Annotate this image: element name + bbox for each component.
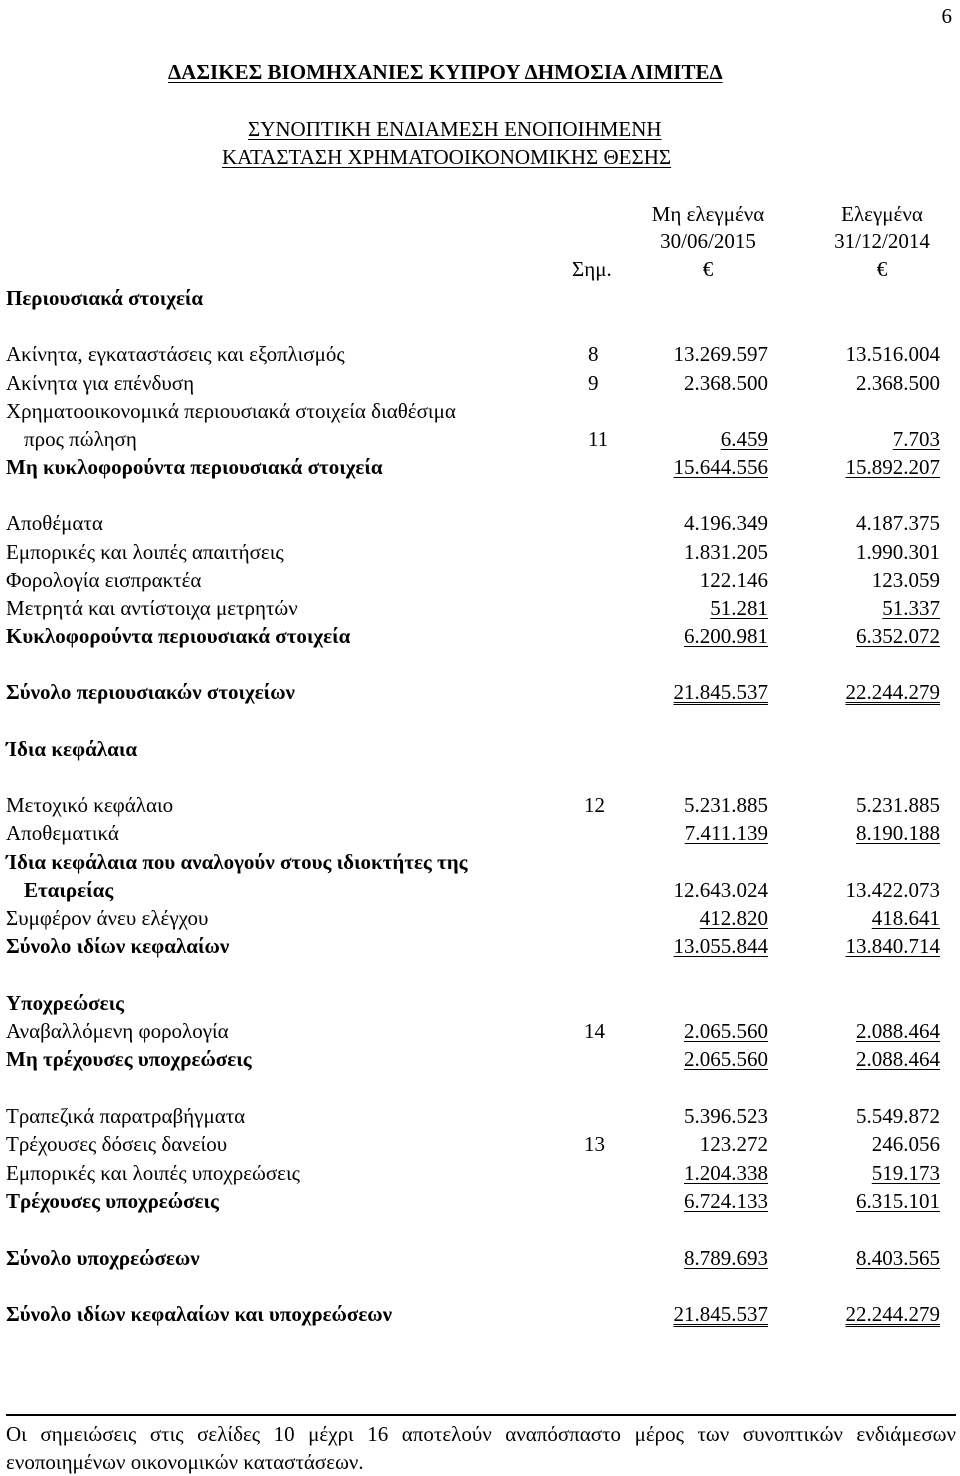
col2-currency: € (876, 257, 888, 281)
row-value-2015: 2.065.560 (684, 1047, 768, 1071)
row-label: Εμπορικές και λοιπές απαιτήσεις (6, 540, 284, 564)
row-label: Συμφέρον άνευ ελέγχου (6, 906, 209, 930)
row-value-2014: 246.056 (871, 1132, 940, 1156)
row-value-2015: 6.724.133 (684, 1189, 768, 1213)
statement-title-line2: ΚΑΤΑΣΤΑΣΗ ΧΡΗΜΑΤΟΟΙΚΟΝΟΜΙΚΗΣ ΘΕΣΗΣ (222, 145, 672, 169)
row-value-2015: 15.644.556 (673, 455, 768, 479)
col1-currency: € (702, 257, 714, 281)
section-equity: Ίδια κεφάλαια (6, 737, 138, 761)
row-value-2015: 4.196.349 (684, 511, 768, 535)
row-label: Κυκλοφορούντα περιουσιακά στοιχεία (6, 624, 351, 648)
row-value-2015: 5.231.885 (684, 793, 768, 817)
col1-date: 30/06/2015 (660, 229, 756, 253)
section-assets: Περιουσιακά στοιχεία (6, 286, 204, 310)
row-note: 12 (584, 793, 605, 817)
row-label: Αναβαλλόμενη φορολογία (6, 1019, 229, 1043)
row-value-2014: 22.244.279 (845, 680, 940, 704)
statement-title-line1: ΣΥΝΟΠΤΙΚΗ ΕΝΔΙΑΜΕΣΗ ΕΝΟΠΟΙΗΜΕΝΗ (248, 117, 662, 141)
row-value-2014: 5.231.885 (856, 793, 940, 817)
row-label: Σύνολο ιδίων κεφαλαίων (6, 934, 230, 958)
row-label: Αποθέματα (6, 511, 103, 535)
row-label: Τρέχουσες υποχρεώσεις (6, 1189, 219, 1213)
row-label: Τρέχουσες δόσεις δανείου (6, 1132, 228, 1156)
col2-date: 31/12/2014 (834, 229, 930, 253)
row-value-2014: 4.187.375 (856, 511, 940, 535)
row-value-2014: 2.088.464 (856, 1047, 940, 1071)
row-value-2014: 8.190.188 (856, 821, 940, 845)
row-value-2015: 21.845.537 (673, 680, 768, 704)
row-label: Σύνολο ιδίων κεφαλαίων και υποχρεώσεων (6, 1302, 393, 1326)
row-value-2014: 5.549.872 (856, 1104, 940, 1128)
row-value-2014: 51.337 (882, 596, 940, 620)
row-value-2014: 22.244.279 (845, 1302, 940, 1326)
row-value-2015: 51.281 (710, 596, 768, 620)
row-value-2015: 1.204.338 (684, 1161, 768, 1185)
section-liabilities: Υποχρεώσεις (6, 991, 124, 1015)
row-label: Μετοχικό κεφάλαιο (6, 793, 174, 817)
row-label: Μη κυκλοφορούντα περιουσιακά στοιχεία (6, 455, 383, 479)
row-value-2014: 7.703 (892, 427, 940, 451)
row-note: 8 (588, 342, 599, 366)
row-value-2014: 15.892.207 (845, 455, 940, 479)
row-value-2014: 13.422.073 (845, 878, 940, 902)
row-value-2015: 8.789.693 (684, 1246, 768, 1270)
row-label: Ακίνητα για επένδυση (6, 371, 195, 395)
row-value-2014: 418.641 (871, 906, 940, 930)
row-value-2015: 13.269.597 (673, 342, 768, 366)
col1-status: Μη ελεγμένα (651, 202, 765, 226)
row-label: Μετρητά και αντίστοιχα μετρητών (6, 596, 298, 620)
row-value-2014: 6.315.101 (856, 1189, 940, 1213)
row-value-2014: 8.403.565 (856, 1246, 940, 1270)
row-value-2014: 2.088.464 (856, 1019, 940, 1043)
row-value-2015: 2.368.500 (684, 371, 768, 395)
row-label: Ακίνητα, εγκαταστάσεις και εξοπλισμός (6, 342, 345, 366)
row-value-2014: 123.059 (871, 568, 940, 592)
row-label: Εταιρείας (24, 878, 114, 902)
row-label: Σύνολο υποχρεώσεων (6, 1246, 200, 1270)
row-value-2014: 13.516.004 (845, 342, 940, 366)
note-header: Σημ. (572, 257, 612, 281)
row-note: 11 (588, 427, 609, 451)
row-value-2015: 123.272 (699, 1132, 768, 1156)
row-label: Εμπορικές και λοιπές υποχρεώσεις (6, 1161, 300, 1185)
row-note: 13 (584, 1132, 605, 1156)
row-value-2015: 6.200.981 (684, 624, 768, 648)
row-label: Σύνολο περιουσιακών στοιχείων (6, 680, 295, 704)
row-value-2015: 1.831.205 (684, 540, 768, 564)
row-value-2015: 7.411.139 (684, 821, 768, 845)
page-number: 6 (941, 4, 952, 28)
row-label: Χρηματοοικονομικά περιουσιακά στοιχεία διαθέσιμα (6, 399, 456, 423)
row-label: Τραπεζικά παρατραβήγματα (6, 1104, 246, 1128)
row-note: 9 (588, 371, 599, 395)
row-value-2015: 412.820 (699, 906, 768, 930)
row-value-2014: 1.990.301 (856, 540, 940, 564)
row-label: Ίδια κεφάλαια που αναλογούν στους ιδιοκτήτες της (6, 850, 468, 874)
row-value-2015: 12.643.024 (673, 878, 768, 902)
row-value-2015: 122.146 (699, 568, 768, 592)
row-value-2015: 21.845.537 (673, 1302, 768, 1326)
row-value-2015: 6.459 (720, 427, 768, 451)
row-label: Φορολογία εισπρακτέα (6, 568, 202, 592)
row-value-2014: 519.173 (871, 1161, 940, 1185)
row-value-2014: 13.840.714 (845, 934, 940, 958)
col2-status: Ελεγμένα (841, 202, 923, 226)
footnote: Οι σημειώσεις στις σελίδες 10 μέχρι 16 αποτελούν αναπόσπαστο μέρος των συνοπτικών ενδιάμεσων ενοποιημένων οικονομικών καταστάσεων. (6, 1414, 956, 1476)
row-note: 14 (584, 1019, 605, 1043)
row-value-2015: 2.065.560 (684, 1019, 768, 1043)
company-name: ΔΑΣΙΚΕΣ ΒΙΟΜΗΧΑΝΙΕΣ ΚΥΠΡΟΥ ΔΗΜΟΣΙΑ ΛΙΜΙΤΕΔ (168, 60, 723, 84)
row-value-2014: 6.352.072 (856, 624, 940, 648)
row-value-2015: 5.396.523 (684, 1104, 768, 1128)
row-label: προς πώληση (24, 427, 137, 451)
row-label: Αποθεματικά (6, 821, 119, 845)
row-value-2015: 13.055.844 (673, 934, 768, 958)
row-label: Μη τρέχουσες υποχρεώσεις (6, 1047, 252, 1071)
row-value-2014: 2.368.500 (856, 371, 940, 395)
